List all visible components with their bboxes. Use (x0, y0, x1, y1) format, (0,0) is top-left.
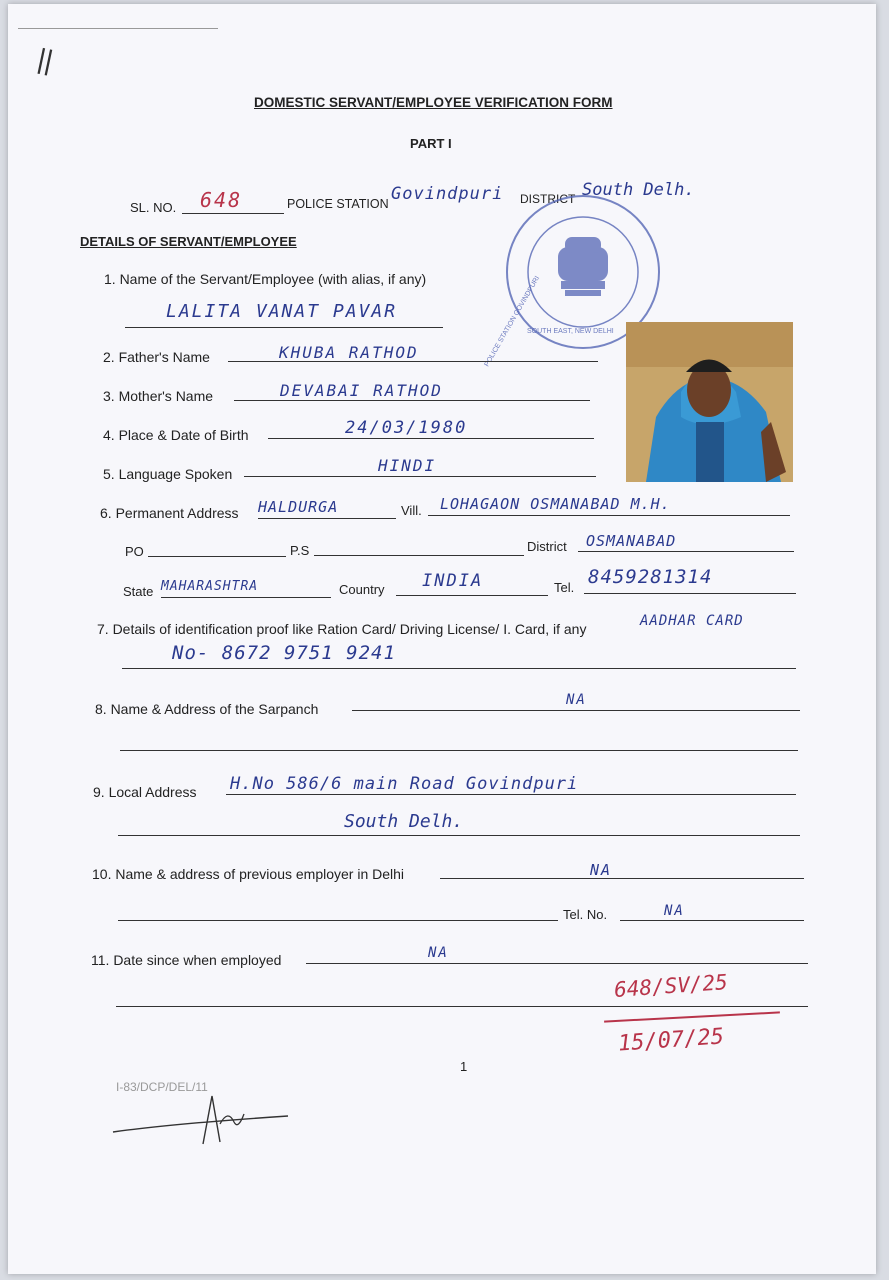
field-11-line-2 (116, 1006, 808, 1007)
vill-label: Vill. (401, 503, 422, 518)
field-10-value: NA (590, 861, 613, 879)
field-4-line (268, 438, 594, 439)
tel-no-value: NA (664, 903, 685, 919)
reference-number: 648/SV/25 (613, 970, 729, 1002)
tel-no-line (620, 920, 804, 921)
district-2-label: District (527, 539, 567, 554)
district-2-value: OSMANABAD (586, 532, 677, 550)
field-5-value: HINDI (378, 456, 437, 475)
district-value: South Delh. (582, 180, 695, 200)
employee-photo (626, 322, 793, 482)
field-10-line-2 (118, 920, 558, 921)
field-10-line (440, 878, 804, 879)
district-2-line (578, 551, 794, 552)
country-value: INDIA (422, 571, 484, 591)
field-8-value: NA (566, 692, 587, 708)
field-9-label: 9. Local Address (93, 784, 197, 800)
field-10-label: 10. Name & address of previous employer in Delhi (92, 866, 405, 882)
sl-label: SL. NO. (130, 200, 177, 215)
field-6-label: 6. Permanent Address (100, 505, 239, 521)
field-9-line (226, 794, 796, 795)
field-6-value: HALDURGA (258, 498, 339, 516)
po-line (148, 556, 286, 557)
sl-line (182, 213, 284, 214)
form-title: DOMESTIC SERVANT/EMPLOYEE VERIFICATION FORM (254, 95, 613, 110)
field-1-value: LALITA VANAT PAVAR (166, 301, 398, 322)
field-4-value: 24/03/1980 (345, 418, 468, 438)
signature-icon (108, 1084, 298, 1154)
field-1-line (125, 327, 443, 328)
field-3-label: 3. Mother's Name (103, 388, 214, 404)
field-2-label: 2. Father's Name (103, 349, 210, 365)
reference-date: 15/07/25 (617, 1024, 725, 1057)
part-label: PART I (410, 136, 452, 151)
district-label: DISTRICT (520, 192, 576, 206)
field-1-label: 1. Name of the Servant/Employee (with alias, if any) (104, 271, 427, 287)
field-9-line-2 (118, 835, 800, 836)
stamp-text-top: POLICE STATION GOVINDPURI (483, 275, 542, 368)
section-heading: DETAILS OF SERVANT/EMPLOYEE (80, 234, 297, 249)
field-7-value: AADHAR CARD (640, 613, 744, 629)
country-label: Country (339, 582, 385, 597)
tel-no-label: Tel. No. (563, 907, 608, 922)
tel-line (584, 593, 796, 594)
state-value: MAHARASHTRA (161, 579, 259, 594)
field-8-line-2 (120, 750, 798, 751)
ps-line (314, 555, 524, 556)
form-page (8, 4, 876, 1274)
field-2-value: KHUBA RATHOD (279, 343, 419, 362)
field-3-line (234, 400, 590, 401)
field-11-value: NA (428, 945, 449, 961)
reference-underline (604, 1011, 780, 1022)
vill-value: LOHAGAON OSMANABAD M.H. (440, 495, 671, 513)
field-7-line-2 (122, 668, 796, 669)
police-station-value: Govindpuri (391, 184, 504, 204)
vill-line (428, 515, 790, 516)
country-line (396, 595, 548, 596)
page-number: 1 (460, 1059, 468, 1074)
field-9-value: H.No 586/6 main Road Govindpuri (230, 774, 579, 794)
field-7-label: 7. Details of identification proof like Ration Card/ Driving License/ I. Card, if any (97, 621, 587, 637)
field-7-value-2: No- 8672 9751 9241 (172, 642, 396, 664)
field-8-label: 8. Name & Address of the Sarpanch (95, 701, 319, 717)
state-line (161, 597, 331, 598)
field-9-value-2: South Delh. (344, 811, 464, 832)
field-6-line (258, 518, 396, 519)
field-5-label: 5. Language Spoken (103, 466, 233, 482)
field-3-value: DEVABAI RATHOD (280, 381, 443, 400)
ps-label: P.S (290, 543, 310, 558)
police-station-label: POLICE STATION (287, 197, 389, 211)
field-4-label: 4. Place & Date of Birth (103, 427, 249, 443)
tel-label: Tel. (554, 580, 575, 595)
footer-code: I-83/DCP/DEL/11 (116, 1080, 208, 1094)
field-11-line (306, 963, 808, 964)
sl-value: 648 (200, 188, 243, 212)
field-11-label: 11. Date since when employed (91, 952, 282, 968)
corner-mark: || (35, 42, 56, 77)
state-label: State (123, 584, 154, 599)
po-label: PO (125, 544, 144, 559)
top-rule (18, 28, 218, 29)
stamp-text-bottom: SOUTH EAST, NEW DELHI (527, 328, 614, 335)
tel-value: 8459281314 (588, 566, 713, 588)
field-5-line (244, 476, 596, 477)
field-8-line (352, 710, 800, 711)
